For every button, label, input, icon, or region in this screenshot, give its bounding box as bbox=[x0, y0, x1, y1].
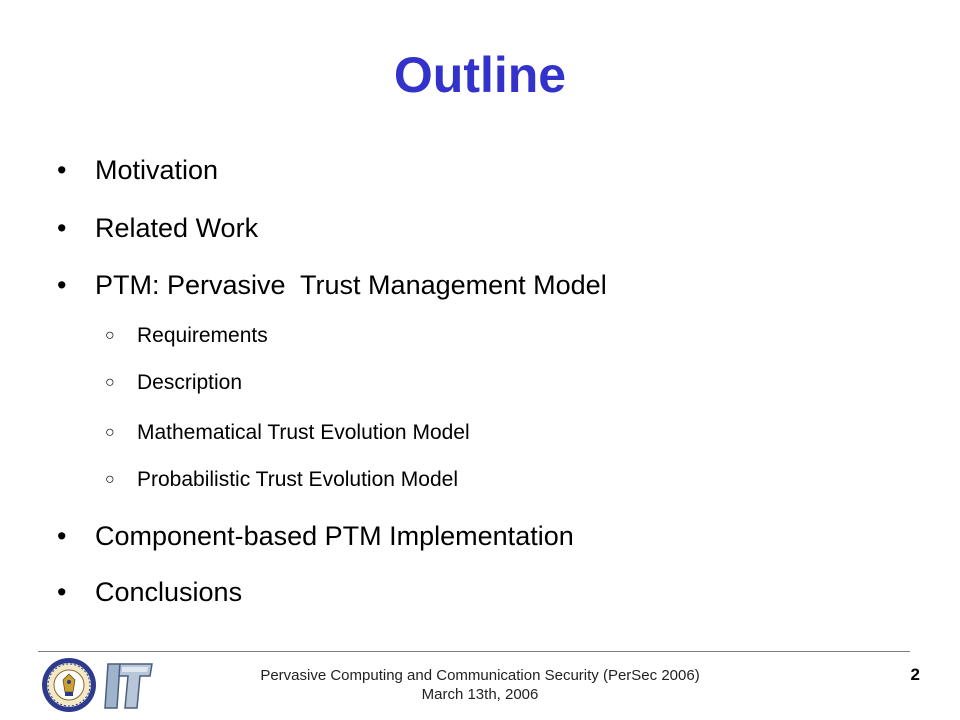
bullet-marker: • bbox=[57, 154, 67, 185]
sub-bullet-text: Requirements bbox=[137, 324, 268, 347]
bullet-text: Motivation bbox=[95, 154, 219, 185]
sub-bullet-item bbox=[105, 465, 458, 495]
bullet-marker: • bbox=[57, 212, 67, 243]
sub-bullet-text: Mathematical Trust Evolution Model bbox=[137, 421, 470, 444]
bullet-item bbox=[57, 574, 242, 610]
bullet-marker: • bbox=[57, 269, 67, 300]
it-lab-logo-icon bbox=[104, 660, 154, 712]
bullet-item bbox=[57, 518, 574, 554]
page-number: 2 bbox=[910, 665, 920, 684]
bullet-text: PTM: Pervasive Trust Management Model bbox=[95, 269, 607, 300]
university-seal-icon bbox=[40, 656, 98, 714]
bullet-item bbox=[57, 210, 258, 246]
sub-bullet-marker: ○ bbox=[105, 327, 115, 344]
sub-bullet-marker: ○ bbox=[105, 424, 115, 441]
footer-divider bbox=[38, 651, 910, 652]
sub-bullet-item bbox=[105, 418, 470, 448]
sub-bullet-marker: ○ bbox=[105, 374, 115, 391]
bullet-text: Conclusions bbox=[95, 576, 243, 607]
bullet-text: Related Work bbox=[95, 212, 259, 243]
bullet-marker: • bbox=[57, 520, 67, 551]
sub-bullet-text: Probabilistic Trust Evolution Model bbox=[137, 468, 458, 491]
footer-conference: Pervasive Computing and Communication Security (PerSec 2006) bbox=[260, 667, 700, 684]
slide-title: Outline bbox=[393, 47, 567, 103]
sub-bullet-marker: ○ bbox=[105, 471, 115, 488]
footer-date: March 13th, 2006 bbox=[421, 686, 539, 703]
sub-bullet-text: Description bbox=[137, 371, 243, 394]
bullet-item bbox=[57, 152, 218, 188]
sub-bullet-item bbox=[105, 368, 242, 398]
bullet-marker: • bbox=[57, 576, 67, 607]
bullet-text: Component-based PTM Implementation bbox=[95, 520, 574, 551]
bullet-item bbox=[57, 267, 607, 303]
sub-bullet-item bbox=[105, 321, 268, 351]
